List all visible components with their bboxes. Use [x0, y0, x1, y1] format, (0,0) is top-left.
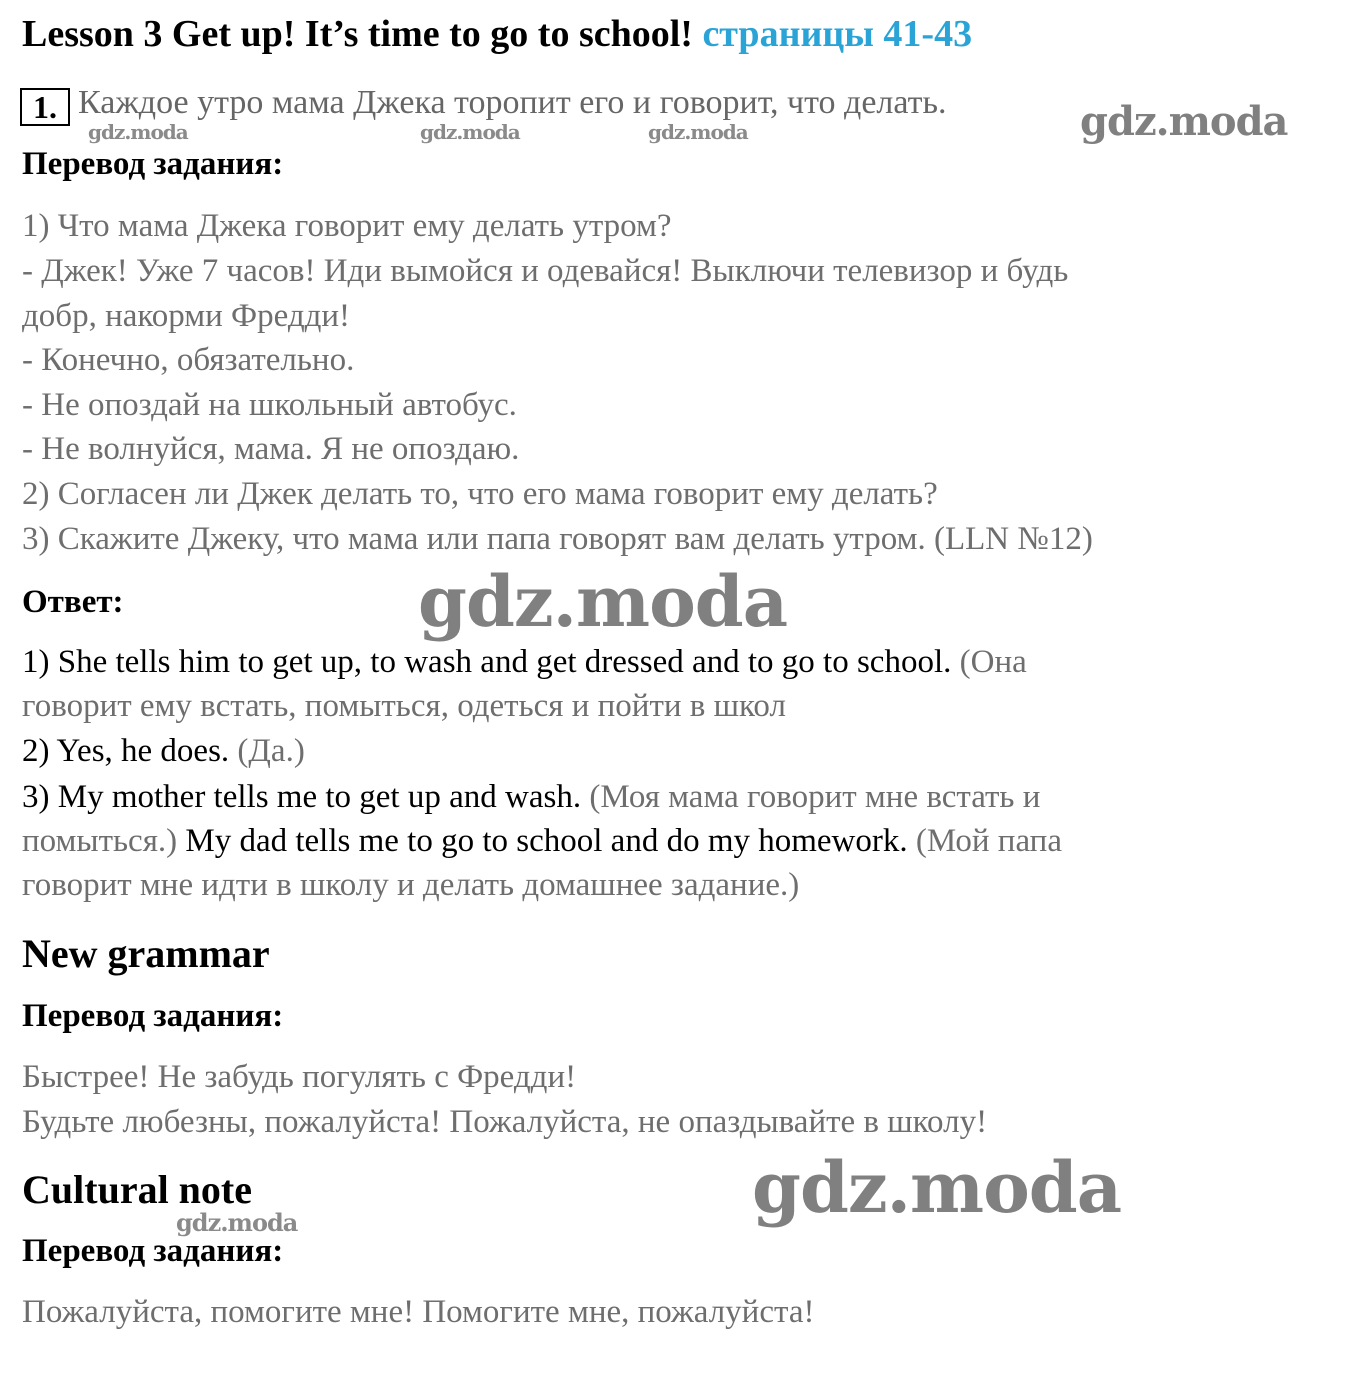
answer-line-4: [22, 823, 1062, 860]
watermark-logo: gdz.moda: [752, 1146, 1122, 1229]
watermark-logo: gdz.moda: [648, 120, 748, 144]
task-number: 1.: [20, 88, 70, 126]
lesson-title-text: Lesson 3 Get up! It’s time to go to school!: [22, 13, 693, 55]
translation-line: - Не опоздай на школьный автобус.: [22, 387, 517, 423]
answer-line-2: [22, 733, 305, 770]
translation-line: добр, накорми Фредди!: [22, 298, 351, 334]
section-heading-new-grammar: New grammar: [22, 931, 270, 976]
watermark-logo: gdz.moda: [420, 120, 520, 144]
translation-line: - Джек! Уже 7 часов! Иди вымойся и одевайся! Выключи телевизор и будь: [22, 253, 1069, 289]
translation-line: - Не волнуйся, мама. Я не опоздаю.: [22, 431, 520, 467]
answer-english: My dad tells me to go to school and do my homework.: [185, 823, 908, 859]
answer-russian: (Она: [959, 644, 1027, 680]
answer-line-3: [22, 779, 1040, 816]
answer-english: 1) She tells him to get up, to wash and get dressed and to go to school.: [22, 644, 952, 680]
translation-line: Быстрее! Не забудь погулять с Фредди!: [22, 1059, 577, 1095]
watermark-logo: gdz.moda: [176, 1208, 298, 1237]
answer-russian: говорит ему встать, помыться, одеться и пойти в школ: [22, 688, 786, 724]
answer-line-1: [22, 644, 1027, 681]
answer-russian: помыться.): [22, 823, 178, 859]
watermark-logo: gdz.moda: [1080, 98, 1288, 145]
pages-range: страницы 41-43: [702, 13, 973, 55]
translation-line: 2) Согласен ли Джек делать то, что его мама говорит ему делать?: [22, 476, 938, 512]
answer-russian: говорит мне идти в школу и делать домашнее задание.): [22, 867, 800, 903]
answer-russian: (Да.): [237, 733, 305, 769]
section-heading-cultural-note: Cultural note: [22, 1167, 252, 1212]
translation-line: 3) Скажите Джеку, что мама или папа говорят вам делать утром. (LLN №12): [22, 521, 1093, 557]
translation-label: Перевод задания:: [22, 146, 284, 182]
translation-line: 1) Что мама Джека говорит ему делать утром?: [22, 208, 672, 244]
translation-label: Перевод задания:: [22, 1233, 284, 1269]
task-instruction: Каждое утро мама Джека торопит его и говорит, что делать.: [78, 84, 947, 121]
translation-label: Перевод задания:: [22, 998, 284, 1034]
watermark-logo: gdz.moda: [418, 560, 788, 643]
answer-english: 3) My mother tells me to get up and wash.: [22, 779, 582, 815]
lesson-title: [22, 12, 972, 56]
answer-label: Ответ:: [22, 584, 124, 620]
translation-line: - Конечно, обязательно.: [22, 342, 355, 378]
answer-russian: (Мой папа: [915, 823, 1062, 859]
answer-english: 2) Yes, he does.: [22, 733, 230, 769]
answer-russian: (Моя мама говорит мне встать и: [589, 779, 1041, 815]
translation-line: Пожалуйста, помогите мне! Помогите мне, пожалуйста!: [22, 1294, 815, 1330]
translation-line: Будьте любезны, пожалуйста! Пожалуйста, не опаздывайте в школу!: [22, 1104, 988, 1140]
watermark-logo: gdz.moda: [88, 120, 188, 144]
